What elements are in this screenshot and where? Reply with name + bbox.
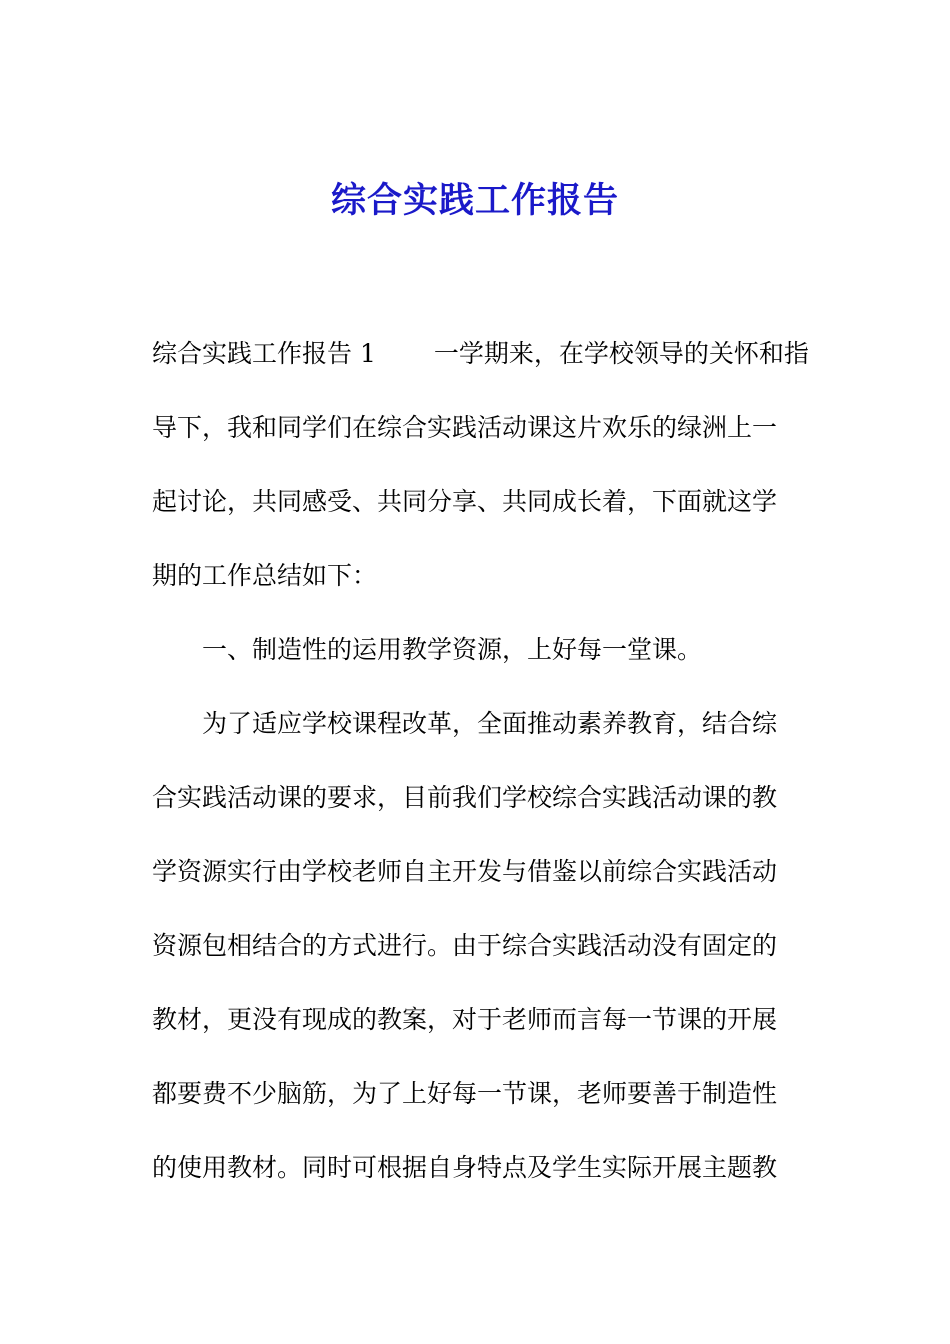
paragraph-line-1	[152, 329, 809, 379]
paragraph-line-10: 教材，更没有现成的教案，对于老师而言每一节课的开展	[152, 1005, 778, 1034]
paragraph-text: 一学期来，在学校领导的关怀和指	[433, 339, 809, 368]
subsection-heading: 一、制造性的运用教学资源，上好每一堂课。	[202, 635, 703, 664]
paragraph-line-6: 为了适应学校课程改革，全面推动素养教育，结合综	[202, 709, 778, 738]
paragraph-line-3: 起讨论，共同感受、共同分享、共同成长着，下面就这学	[152, 487, 778, 516]
paragraph-line-9: 资源包相结合的方式进行。由于综合实践活动没有固定的	[152, 931, 778, 960]
document-title: 综合实践工作报告	[330, 180, 619, 221]
section-heading: 综合实践工作报告 1	[152, 339, 376, 368]
paragraph-line-12: 的使用教材。同时可根据自身特点及学生实际开展主题教	[152, 1153, 778, 1182]
paragraph-line-8: 学资源实行由学校老师自主开发与借鉴以前综合实践活动	[152, 857, 778, 886]
paragraph-line-2: 导下，我和同学们在综合实践活动课这片欢乐的绿洲上一	[152, 413, 778, 442]
document-body	[152, 329, 809, 1217]
paragraph-line-4: 期的工作总结如下：	[152, 561, 378, 590]
paragraph-line-7: 合实践活动课的要求，目前我们学校综合实践活动课的教	[152, 783, 778, 812]
paragraph-line-11: 都要费不少脑筋，为了上好每一节课，老师要善于制造性	[152, 1079, 778, 1108]
